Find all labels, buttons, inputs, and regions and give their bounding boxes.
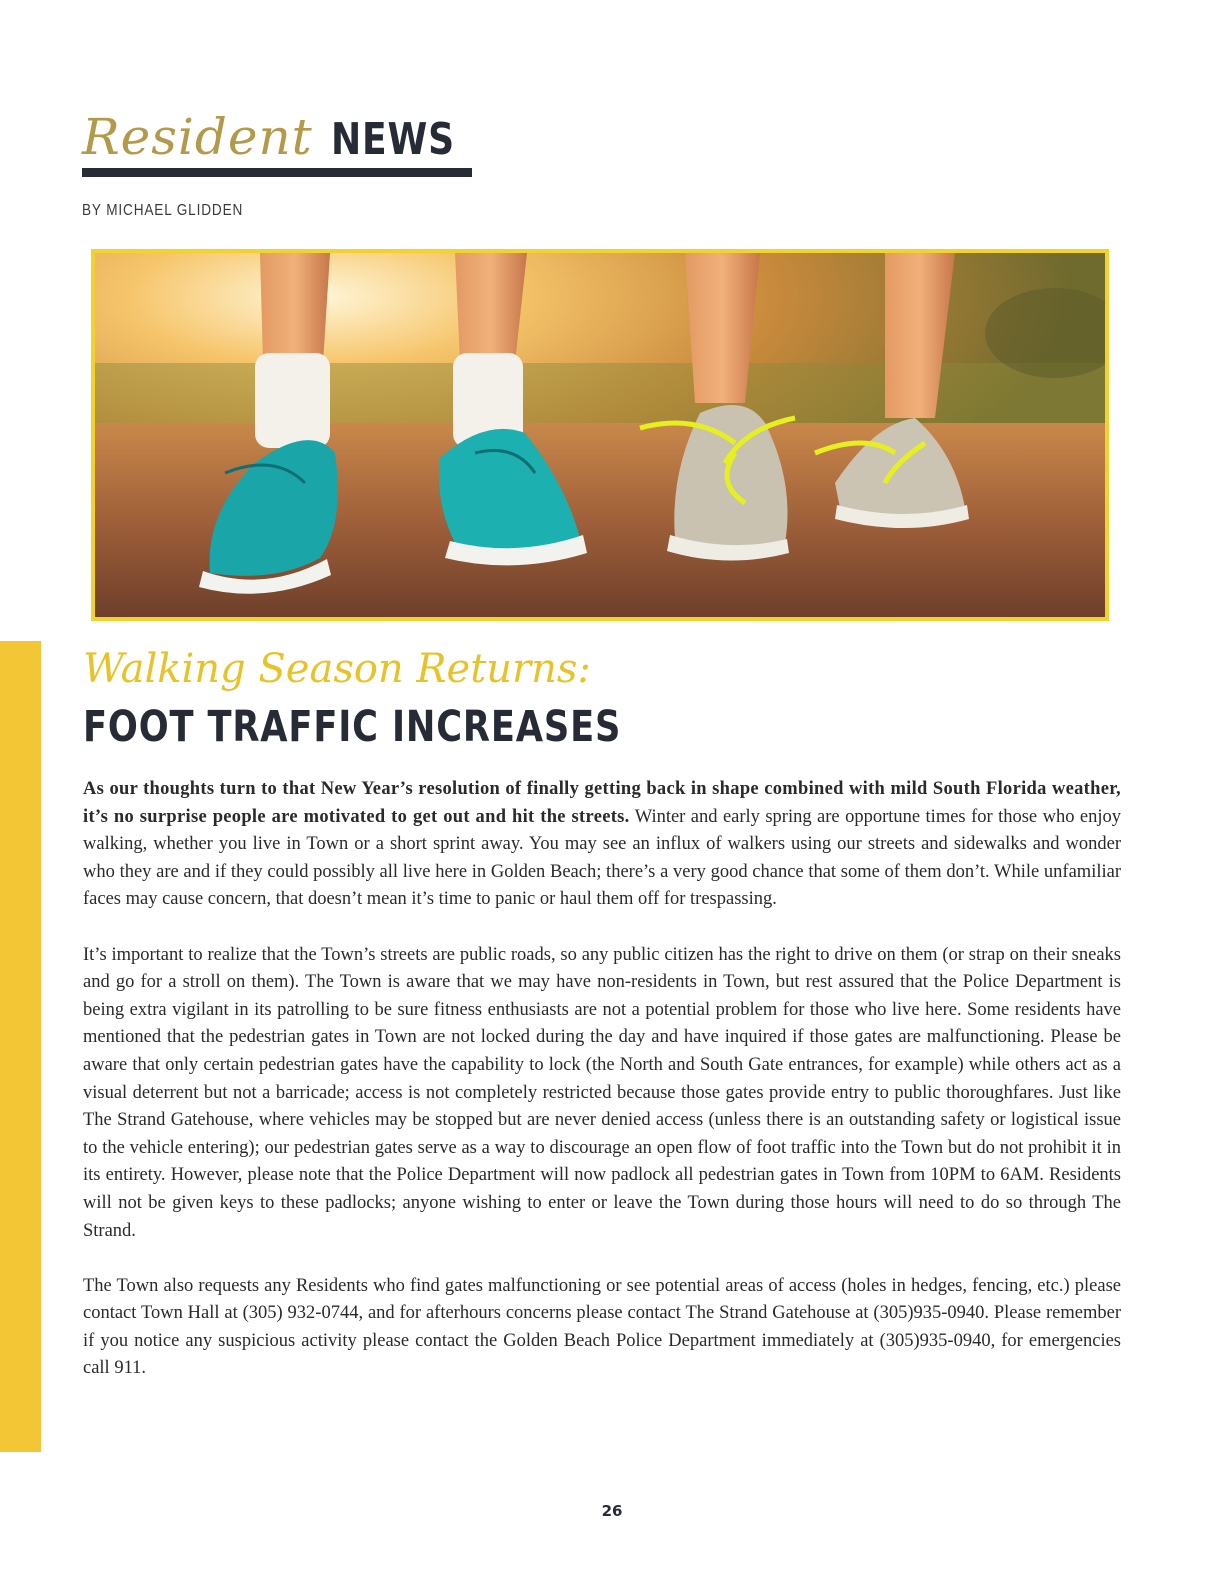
article-title: FOOT TRAFFIC INCREASES — [83, 702, 622, 752]
paragraph-1-text: Winter and early spring are opportune times for those who enjoy walking, whether you live in Town or a short sprint away. You may see an influx of walkers using our streets and sidewalks and wonder who they are and if they could possibly all live here in Golden Beach; there’s a very good chance that some of them don’t. While unfamiliar faces may cause concern, that doesn’t mean it’s time to panic or haul them off for trespassing. — [83, 806, 1121, 910]
section-title — [82, 82, 472, 166]
article-script-title: Walking Season Returns: — [83, 646, 591, 692]
section-title-script: Resident — [82, 108, 313, 166]
article-body — [83, 776, 1121, 1411]
running-shoes-photo — [91, 249, 1109, 621]
yellow-side-bar — [0, 641, 41, 1452]
page-number: 26 — [601, 1502, 623, 1520]
paragraph-3: The Town also requests any Residents who find gates malfunctioning or see potential areas of access (holes in hedges, fencing, etc.) please contact Town Hall at (305) 932-0744, and for afterhours concerns please contact The Strand Gatehouse at (305)935-0940. Please remember if you notice any suspicious activity please contact the Golden Beach Police Department immediately at (305)935-0940, for emergencies call 911. — [83, 1275, 1121, 1379]
lead-text: As our thoughts turn to that New Year’s resolution of finally getting back in shape combined with mild South Florida weather, it’s no surprise people are motivated to get out and hit the streets. — [83, 779, 1121, 827]
byline: BY MICHAEL GLIDDEN — [82, 202, 244, 219]
paragraph-1 — [83, 776, 1121, 914]
section-header — [82, 82, 472, 177]
paragraph-2: It’s important to realize that the Town’s streets are public roads, so any public citizen has the right to drive on them (or strap on their sneaks and go for a stroll on them). The Town is aware that we may have non-residents in Town, but rest assured that the Police Department is being extra vigilant in its patrolling to be sure fitness enthusiasts are not a potential problem for those who live here. Some residents have mentioned that the pedestrian gates in Town are not locked during the day and have inquired if those gates are malfunctioning. Please be aware that only certain pedestrian gates have the capability to lock (the North and South Gate entrances, for example) while others act as a visual deterrent but not a barricade; access is not completely restricted because those gates provide entry to public thoroughfares. Just like The Strand Gatehouse, where vehicles may be stopped but are never denied access (unless there is an outstanding safety or logistical issue to the vehicle entering); our pedestrian gates serve as a way to discourage an open flow of foot traffic into the Town but do not prohibit it in its entirety. However, please note that the Police Department will now padlock all pedestrian gates in Town from 10PM to 6AM. Residents will not be given keys to these padlocks; anyone wishing to enter or leave the Town during those hours will need to do so through The Strand. — [83, 944, 1121, 1241]
header-rule — [82, 168, 472, 177]
section-title-bold: NEWS — [330, 114, 455, 165]
